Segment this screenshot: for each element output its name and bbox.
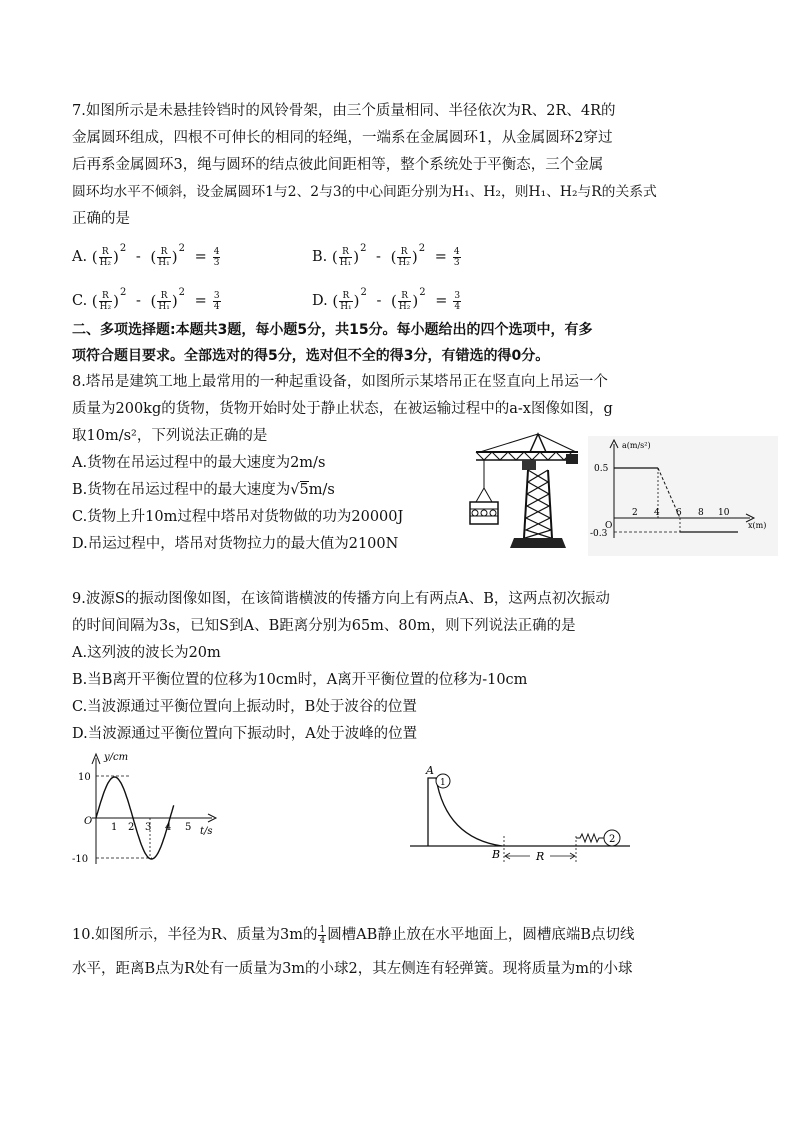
section-2-heading-cont: 项符合题目要求。全部选对的得5分，选对但不全的得3分，有错选的得0分。 xyxy=(72,348,550,364)
q7-line-3: 后再系金属圆环3，绳与圆环的结点彼此间距相等，整个系统处于平衡态，三个金属 xyxy=(72,157,604,173)
yt-xtick-4: 4 xyxy=(165,822,172,833)
yt-xlabel: t/s xyxy=(200,826,213,837)
q9-line-2: 的时间间隔为3s，已知S到A、B距离分别为65m、80m，则下列说法正确的是 xyxy=(72,618,576,634)
q9-line-1: 9.波源S的振动图像如图，在该简谐横波的传播方向上有两点A、B，这两点初次振动 xyxy=(72,591,610,607)
q10-line-1: 10.如图所示，半径为R、质量为3m的 $\frac{1}{4}$ 圆槽AB静止放在水平地面上，圆槽底端B点切线 xyxy=(72,924,635,946)
yt-xtick-5: 5 xyxy=(185,822,192,833)
q8-option-a[interactable]: A.货物在吊运过程中的最大速度为2m/s xyxy=(72,455,326,471)
q7-option-d[interactable]: D. ( $\frac{R}{\text{H₁}}$ )$^2$ - ( $\frac{R}{\text{H₂}}$ )$^2$ = $\frac{3}{4}$ xyxy=(312,287,461,312)
ax-xtick-8: 8 xyxy=(698,508,704,518)
ax-xlabel: x(m) xyxy=(748,521,767,530)
ax-xtick-10: 10 xyxy=(718,508,730,518)
ax-y-neg: -0.3 xyxy=(590,529,608,539)
q9-option-c[interactable]: C.当波源通过平衡位置向上振动时，B处于波谷的位置 xyxy=(72,699,417,715)
spring xyxy=(576,834,604,842)
yt-xtick-3: 3 xyxy=(145,822,152,833)
point-b-label: B xyxy=(492,848,501,861)
dimension-r-label: R xyxy=(536,850,545,863)
q8-option-d[interactable]: D.吊运过程中，塔吊对货物拉力的最大值为2100N xyxy=(72,536,399,552)
ball-2-label: 2 xyxy=(609,834,616,845)
q8-option-b[interactable]: B.货物在吊运过程中的最大速度为√5m/s xyxy=(72,482,335,498)
q9-option-a[interactable]: A.这列波的波长为20m xyxy=(72,645,221,661)
yt-xtick-2: 2 xyxy=(128,822,135,833)
ax-xtick-4: 4 xyxy=(654,508,660,518)
q8-option-c[interactable]: C.货物上升10m过程中塔吊对货物做的功为20000J xyxy=(72,509,404,525)
q7-line-2: 金属圆环组成，四根不可伸长的相同的轻绳，一端系在金属圆环1，从金属圆环2穿过 xyxy=(72,130,613,146)
yt-origin: O xyxy=(84,816,93,827)
q7-line-4: 圆环均水平不倾斜，设金属圆环1与2、2与3的中心间距分别为H₁、H₂，则H₁、H₂与R的关系式 xyxy=(72,184,657,200)
point-a-label: A xyxy=(426,764,434,777)
ax-xtick-6: 6 xyxy=(676,508,682,518)
sqrt-sign: √ xyxy=(290,482,300,498)
tower-crane-figure xyxy=(462,430,586,552)
ax-y-pos: 0.5 xyxy=(594,464,609,474)
ax-graph xyxy=(588,436,778,556)
q8-line-3: 取10m/s²，下列说法正确的是 xyxy=(72,428,268,444)
q7-option-c[interactable]: C. ( $\frac{R}{\text{H₂}}$ )$^2$ - ( $\frac{R}{\text{H₁}}$ )$^2$ = $\frac{3}{4}$ xyxy=(72,287,220,312)
yt-ylabel: y/cm xyxy=(104,752,129,763)
q7-option-b[interactable]: B. ( $\frac{R}{\text{H₁}}$ )$^2$ - ( $\frac{R}{\text{H₂}}$ )$^2$ = $\frac{4}{3}$ xyxy=(312,243,460,268)
q8-line-2: 质量为200kg的货物，货物开始时处于静止状态，在被运输过程中的a-x图像如图，g xyxy=(72,401,613,417)
q7-line-5: 正确的是 xyxy=(72,211,130,227)
section-2-heading: 二、多项选择题:本题共3题，每小题5分，共15分。每小题给出的四个选项中，有多 xyxy=(72,322,593,338)
q7-line-1: 7.如图所示是未悬挂铃铛时的风铃骨架，由三个质量相同、半径依次为R、2R、4R的 xyxy=(72,103,616,119)
q8-line-1: 8.塔吊是建筑工地上最常用的一种起重设备，如图所示某塔吊正在竖直向上吊运一个 xyxy=(72,374,608,390)
yt-y-neg: -10 xyxy=(72,854,89,865)
ax-origin: O xyxy=(605,521,613,531)
ax-ylabel: a(m/s²) xyxy=(622,441,651,450)
q10-line-2: 水平，距离B点为R处有一质量为3m的小球2，其左侧连有轻弹簧。现将质量为m的小球 xyxy=(72,961,633,977)
q9-option-b[interactable]: B.当B离开平衡位置的位移为10cm时，A离开平衡位置的位移为-10cm xyxy=(72,672,528,688)
ax-xtick-2: 2 xyxy=(632,508,638,518)
groove-figure xyxy=(406,758,634,876)
ball-1-label: 1 xyxy=(440,778,446,788)
yt-xtick-1: 1 xyxy=(111,822,118,833)
yt-graph xyxy=(72,748,222,870)
q9-option-d[interactable]: D.当波源通过平衡位置向下振动时，A处于波峰的位置 xyxy=(72,726,418,742)
q7-option-a[interactable]: A. ( $\frac{R}{\text{H₂}}$ )$^2$ - ( $\frac{R}{\text{H₁}}$ )$^2$ = $\frac{4}{3}$ xyxy=(72,243,220,268)
yt-y-pos: 10 xyxy=(78,772,91,783)
